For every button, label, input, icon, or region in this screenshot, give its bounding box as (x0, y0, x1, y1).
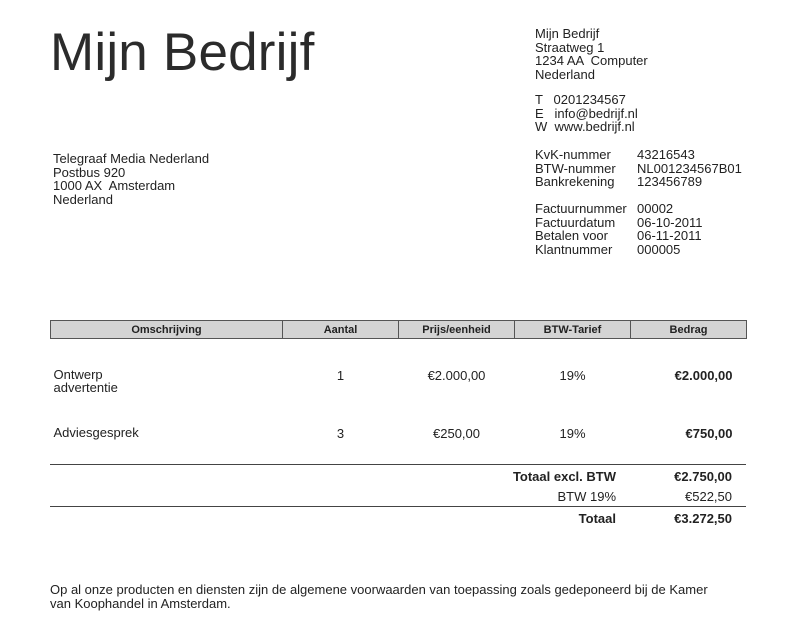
company-contact (535, 93, 638, 134)
company-address-line: Straatweg 1 (535, 39, 605, 55)
kvk-label: KvK-nummer (535, 147, 611, 162)
company-address (535, 27, 648, 81)
item-amount: €2.000,00 (674, 367, 733, 383)
invoice-date-label: Factuurdatum (535, 214, 616, 230)
item-description (51, 368, 283, 426)
company-address-line: 1234 AA Computer (535, 53, 648, 68)
due-date-row (535, 229, 703, 243)
item-description (51, 426, 283, 446)
item-unit-price: €250,00 (433, 425, 480, 441)
btw-label: BTW-nummer (535, 160, 616, 176)
grand-total-label: Totaal (578, 511, 616, 526)
table-header-row (51, 321, 747, 339)
invoice-number-row (535, 202, 703, 216)
table-row (51, 426, 747, 446)
bank-value: 123456789 (637, 174, 703, 189)
header-description: Omschrijving (51, 321, 283, 339)
kvk-value: 43216543 (637, 147, 695, 162)
header-unit-price: Prijs/eenheid (399, 321, 515, 339)
invoice-number-value: 00002 (637, 201, 674, 216)
item-quantity: 3 (336, 425, 345, 441)
company-title: Mijn Bedrijf (50, 23, 315, 82)
item-description-line: Adviesgesprek (53, 424, 139, 440)
recipient-address (53, 152, 209, 206)
totals-divider-top (50, 464, 746, 465)
company-email: E info@bedrijf.nl (535, 105, 638, 121)
recipient-line: Nederland (53, 191, 113, 207)
invoice-date-value: 06-10-2011 (637, 214, 703, 230)
recipient-line: Telegraaf Media Nederland (53, 151, 210, 166)
subtotal-value: €2.750,00 (674, 469, 732, 484)
grand-total-value: €3.272,50 (674, 511, 732, 526)
item-description-line: Ontwerp (53, 366, 103, 382)
company-website: W www.bedrijf.nl (535, 119, 635, 134)
table-row (51, 368, 747, 426)
item-unit-price: €2.000,00 (427, 367, 486, 383)
recipient-line: 1000 AX Amsterdam (53, 178, 176, 193)
terms-line: van Koophandel in Amsterdam. (50, 596, 231, 611)
company-address-line: Nederland (535, 66, 595, 82)
vat-total-value: €522,50 (685, 489, 732, 504)
header-amount: Bedrag (631, 321, 747, 339)
header-quantity: Aantal (283, 321, 399, 339)
invoice-details (535, 202, 703, 256)
bank-row (535, 175, 742, 189)
item-vat-rate: 19% (559, 425, 586, 441)
terms-footer (50, 583, 750, 611)
customer-number-value: 000005 (637, 241, 681, 257)
header-vat-rate: BTW-Tarief (515, 321, 631, 339)
item-quantity: 1 (336, 367, 345, 383)
invoice-number-label: Factuurnummer (535, 201, 627, 216)
due-date-value: 06-11-2011 (637, 228, 702, 243)
customer-number-label: Klantnummer (535, 241, 613, 257)
item-vat-rate: 19% (559, 367, 586, 383)
customer-number-row (535, 243, 703, 257)
due-date-label: Betalen voor (535, 228, 608, 243)
vat-total-label: BTW 19% (557, 489, 616, 504)
recipient-line: Postbus 920 (53, 164, 126, 180)
kvk-row (535, 148, 742, 162)
item-description-line: advertentie (53, 379, 118, 395)
registration-details (535, 148, 742, 189)
btw-row (535, 162, 742, 176)
item-amount: €750,00 (685, 425, 733, 441)
totals-divider-bottom (50, 506, 746, 507)
invoice-date-row (535, 216, 703, 230)
terms-line: Op al onze producten en diensten zijn de algemene voorwaarden van toepassing zoals gedeponeerd bij de Kamer (50, 582, 708, 597)
company-phone: T 0201234567 (535, 92, 626, 107)
bank-label: Bankrekening (535, 174, 615, 189)
invoice-items-table (50, 320, 747, 446)
company-address-line: Mijn Bedrijf (535, 26, 600, 41)
btw-value: NL001234567B01 (637, 160, 742, 176)
subtotal-label: Totaal excl. BTW (512, 469, 616, 484)
